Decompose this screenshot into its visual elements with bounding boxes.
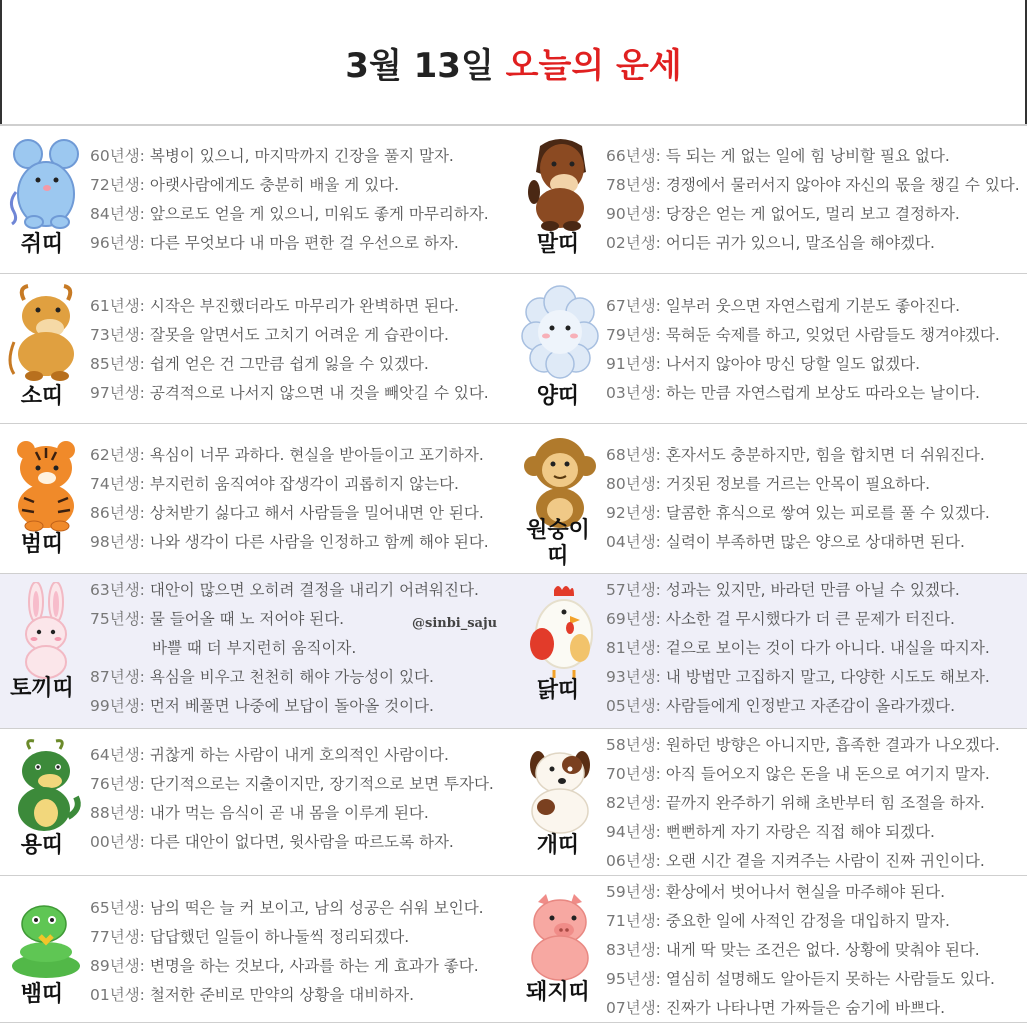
fortune-text: 원하던 방향은 아니지만, 흡족한 결과가 나오겠다. — [665, 736, 1000, 754]
birth-year: 68년생: — [606, 446, 661, 464]
fortune-row — [0, 274, 1027, 424]
rat-icon — [6, 132, 86, 232]
fortune-line — [606, 292, 1027, 321]
fortune-line — [606, 634, 1027, 663]
birth-year: 05년생: — [606, 697, 661, 715]
fortune-line — [606, 760, 1027, 789]
fortune-line — [606, 142, 1027, 171]
birth-year: 75년생: — [90, 610, 145, 628]
fortune-line — [90, 828, 516, 857]
zodiac-card-rat — [0, 124, 516, 273]
zodiac-name: 토끼띠 — [10, 676, 74, 701]
pig-icon — [520, 884, 600, 984]
birth-year: 67년생: — [606, 297, 661, 315]
monkey-icon — [520, 432, 600, 532]
fortune-lines — [606, 142, 1027, 258]
fortune-line — [90, 894, 516, 923]
birth-year: 98년생: — [90, 533, 145, 551]
fortune-text: 나서지 않아야 망신 당할 일도 없겠다. — [665, 355, 921, 373]
zodiac-card-rabbit — [0, 574, 516, 728]
ox-icon — [6, 282, 86, 382]
dog-icon — [520, 737, 600, 837]
fortune-text: 단기적으로는 지출이지만, 장기적으로 보면 투자다. — [149, 775, 494, 793]
fortune-line — [90, 350, 516, 379]
fortune-text: 실력이 부족하면 많은 양으로 상대하면 된다. — [665, 533, 965, 551]
fortune-text: 성과는 있지만, 바라던 만큼 아닐 수 있겠다. — [665, 581, 960, 599]
zodiac-name: 개띠 — [536, 833, 580, 858]
zodiac-card-monkey — [516, 424, 1027, 573]
fortune-text: 부지런히 움직여야 잡생각이 괴롭히지 않는다. — [149, 475, 459, 493]
birth-year: 64년생: — [90, 746, 145, 764]
fortune-line — [606, 499, 1027, 528]
birth-year: 58년생: — [606, 736, 661, 754]
fortune-text: 경쟁에서 물러서지 않아야 자신의 몫을 챙길 수 있다. — [665, 176, 1020, 194]
fortune-line — [90, 470, 516, 499]
fortune-text: 상처받기 싫다고 해서 사람들을 밀어내면 안 된다. — [149, 504, 484, 522]
birth-year: 06년생: — [606, 852, 661, 870]
fortune-text: 겉으로 보이는 것이 다가 아니다. 내실을 따지자. — [665, 639, 990, 657]
fortune-text: 다른 무엇보다 내 마음 편한 걸 우선으로 하자. — [149, 234, 459, 252]
fortune-text: 환상에서 벗어나서 현실을 마주해야 된다. — [665, 883, 946, 901]
fortune-text: 거짓된 정보를 거르는 안목이 필요하다. — [665, 475, 931, 493]
birth-year: 89년생: — [90, 957, 145, 975]
fortune-text: 잘못을 알면서도 고치기 어려운 게 습관이다. — [149, 326, 449, 344]
birth-year: 80년생: — [606, 475, 661, 493]
fortune-text: 먼저 베풀면 나중에 보답이 돌아올 것이다. — [149, 697, 434, 715]
birth-year: 01년생: — [90, 986, 145, 1004]
fortune-row — [0, 424, 1027, 574]
birth-year: 78년생: — [606, 176, 661, 194]
fortune-line — [90, 142, 516, 171]
fortune-line — [606, 907, 1027, 936]
fortune-lines — [90, 576, 516, 721]
birth-year: 62년생: — [90, 446, 145, 464]
fortune-line — [606, 692, 1027, 721]
rabbit-icon — [6, 582, 86, 682]
fortune-line — [90, 799, 516, 828]
zodiac-name: 범띠 — [20, 532, 64, 557]
fortune-lines — [90, 441, 516, 557]
fortune-line — [90, 528, 516, 557]
birth-year: 91년생: — [606, 355, 661, 373]
fortune-text: 어디든 귀가 있으니, 말조심을 해야겠다. — [665, 234, 935, 252]
fortune-text: 혼자서도 충분하지만, 힘을 합치면 더 쉬워진다. — [665, 446, 985, 464]
fortune-line — [90, 229, 516, 258]
fortune-text: 욕심이 너무 과하다. 현실을 받아들이고 포기하자. — [149, 446, 484, 464]
fortune-text: 하는 만큼 자연스럽게 보상도 따라오는 날이다. — [665, 384, 980, 402]
birth-year: 74년생: — [90, 475, 145, 493]
fortune-text: 물 들어올 때 노 저어야 된다. — [149, 610, 345, 628]
fortune-line — [606, 528, 1027, 557]
fortune-lines — [606, 292, 1027, 408]
fortune-line — [606, 576, 1027, 605]
fortune-line — [606, 200, 1027, 229]
fortune-lines — [90, 894, 516, 1010]
fortune-text: 변명을 하는 것보다, 사과를 하는 게 효과가 좋다. — [149, 957, 479, 975]
snake-icon — [6, 884, 86, 984]
fortune-text: 중요한 일에 사적인 감정을 대입하지 말자. — [665, 912, 950, 930]
header — [0, 0, 1027, 126]
birth-year: 93년생: — [606, 668, 661, 686]
fortune-line — [90, 770, 516, 799]
birth-year: 87년생: — [90, 668, 145, 686]
zodiac-card-ox — [0, 274, 516, 423]
birth-year: 84년생: — [90, 205, 145, 223]
birth-year: 72년생: — [90, 176, 145, 194]
zodiac-name: 원숭이 띠 — [526, 518, 590, 569]
birth-year: 92년생: — [606, 504, 661, 522]
fortune-text: 오랜 시간 곁을 지켜주는 사람이 진짜 귀인이다. — [665, 852, 985, 870]
zodiac-name: 닭띠 — [536, 678, 580, 703]
fortune-text: 철저한 준비로 만약의 상황을 대비하자. — [149, 986, 415, 1004]
zodiac-name: 쥐띠 — [20, 232, 64, 257]
sheep-icon — [520, 282, 600, 382]
zodiac-card-dragon — [0, 729, 516, 875]
fortune-line — [606, 350, 1027, 379]
birth-year: 90년생: — [606, 205, 661, 223]
fortune-text: 욕심을 비우고 천천히 해야 가능성이 있다. — [149, 668, 434, 686]
fortune-lines — [606, 731, 1027, 876]
birth-year: 59년생: — [606, 883, 661, 901]
zodiac-card-horse — [516, 124, 1027, 273]
zodiac-card-snake — [0, 876, 516, 1022]
fortune-line — [606, 731, 1027, 760]
fortune-line — [90, 923, 516, 952]
fortune-text: 아랫사람에게도 충분히 배울 게 있다. — [149, 176, 400, 194]
fortune-line — [90, 741, 516, 770]
birth-year: 69년생: — [606, 610, 661, 628]
birth-year: 94년생: — [606, 823, 661, 841]
fortune-line — [90, 634, 516, 663]
fortune-lines — [606, 878, 1027, 1023]
fortune-text: 앞으로도 얻을 게 있으니, 미워도 좋게 마무리하자. — [149, 205, 489, 223]
birth-year: 03년생: — [606, 384, 661, 402]
fortune-lines — [90, 292, 516, 408]
horse-icon — [520, 132, 600, 232]
zodiac-name: 뱀띠 — [20, 982, 64, 1007]
fortune-line — [606, 605, 1027, 634]
birth-year: 79년생: — [606, 326, 661, 344]
zodiac-card-sheep — [516, 274, 1027, 423]
title-date: 3월 13일 — [345, 45, 494, 86]
birth-year: 57년생: — [606, 581, 661, 599]
fortune-text: 내 방법만 고집하지 말고, 다양한 시도도 해보자. — [665, 668, 990, 686]
title-accent: 오늘의 운세 — [505, 45, 682, 86]
birth-year: 85년생: — [90, 355, 145, 373]
fortune-text: 내가 먹는 음식이 곧 내 몸을 이루게 된다. — [149, 804, 429, 822]
zodiac-name: 용띠 — [20, 833, 64, 858]
fortune-row — [0, 124, 1027, 274]
fortune-line — [606, 663, 1027, 692]
fortune-lines — [90, 741, 516, 857]
birth-year: 04년생: — [606, 533, 661, 551]
fortune-text: 답답했던 일들이 하나둘씩 정리되겠다. — [149, 928, 410, 946]
fortune-row — [0, 574, 1027, 729]
fortune-line — [606, 818, 1027, 847]
fortune-text: 공격적으로 나서지 않으면 내 것을 빼앗길 수 있다. — [149, 384, 489, 402]
fortune-line — [90, 441, 516, 470]
fortune-line — [606, 847, 1027, 876]
fortune-line — [606, 379, 1027, 408]
fortune-line — [606, 229, 1027, 258]
birth-year: 66년생: — [606, 147, 661, 165]
birth-year: 71년생: — [606, 912, 661, 930]
birth-year: 61년생: — [90, 297, 145, 315]
fortune-text: 귀찮게 하는 사람이 내게 호의적인 사람이다. — [149, 746, 449, 764]
birth-year: 65년생: — [90, 899, 145, 917]
dragon-icon — [6, 737, 86, 837]
birth-year: 95년생: — [606, 970, 661, 988]
tiger-icon — [6, 432, 86, 532]
zodiac-card-rooster — [516, 574, 1027, 728]
zodiac-name: 소띠 — [20, 384, 64, 409]
fortune-text: 대안이 많으면 오히려 결정을 내리기 어려워진다. — [149, 581, 479, 599]
fortune-line — [90, 981, 516, 1010]
fortune-text: 남의 떡은 늘 커 보이고, 남의 성공은 쉬워 보인다. — [149, 899, 484, 917]
fortune-text: 쉽게 얻은 건 그만큼 쉽게 잃을 수 있겠다. — [149, 355, 429, 373]
birth-year: 88년생: — [90, 804, 145, 822]
fortune-line — [606, 878, 1027, 907]
watermark: @sinbi_saju — [412, 616, 498, 631]
fortune-lines — [606, 576, 1027, 721]
fortune-line — [90, 200, 516, 229]
fortune-line — [606, 789, 1027, 818]
birth-year: 02년생: — [606, 234, 661, 252]
fortune-text: 열심히 설명해도 알아듣지 못하는 사람들도 있다. — [665, 970, 995, 988]
fortune-line — [606, 965, 1027, 994]
zodiac-name: 돼지띠 — [526, 980, 590, 1005]
fortune-lines — [90, 142, 516, 258]
birth-year: 86년생: — [90, 504, 145, 522]
birth-year: 63년생: — [90, 581, 145, 599]
fortune-text: 뻔뻔하게 자기 자랑은 직접 해야 되겠다. — [665, 823, 935, 841]
birth-year: 81년생: — [606, 639, 661, 657]
fortune-text: 득 되는 게 없는 일에 힘 낭비할 필요 없다. — [665, 147, 950, 165]
fortune-lines — [606, 441, 1027, 557]
zodiac-name: 양띠 — [536, 384, 580, 409]
birth-year: 07년생: — [606, 999, 661, 1017]
fortune-line — [606, 936, 1027, 965]
fortune-row — [0, 876, 1027, 1023]
birth-year: 60년생: — [90, 147, 145, 165]
fortune-line — [90, 292, 516, 321]
fortune-text: 당장은 얻는 게 없어도, 멀리 보고 결정하자. — [665, 205, 960, 223]
fortune-row — [0, 729, 1027, 876]
zodiac-card-dog — [516, 729, 1027, 875]
page-title — [345, 38, 681, 87]
zodiac-card-pig — [516, 876, 1027, 1022]
birth-year: 82년생: — [606, 794, 661, 812]
fortune-grid — [0, 124, 1027, 1023]
fortune-line — [90, 171, 516, 200]
fortune-line — [606, 441, 1027, 470]
fortune-text: 진짜가 나타나면 가짜들은 숨기에 바쁘다. — [665, 999, 946, 1017]
fortune-line — [606, 321, 1027, 350]
fortune-line — [90, 499, 516, 528]
fortune-line — [90, 692, 516, 721]
fortune-line — [606, 171, 1027, 200]
birth-year: 73년생: — [90, 326, 145, 344]
fortune-text: 달콤한 휴식으로 쌓여 있는 피로를 풀 수 있겠다. — [665, 504, 990, 522]
fortune-text: 복병이 있으니, 마지막까지 긴장을 풀지 말자. — [149, 147, 454, 165]
fortune-text: 내게 딱 맞는 조건은 없다. 상황에 맞춰야 된다. — [665, 941, 980, 959]
fortune-text: 바쁠 때 더 부지런히 움직이자. — [152, 639, 357, 657]
fortune-text: 사람들에게 인정받고 자존감이 올라가겠다. — [665, 697, 956, 715]
fortune-text: 일부러 웃으면 자연스럽게 기분도 좋아진다. — [665, 297, 960, 315]
zodiac-name: 말띠 — [536, 232, 580, 257]
fortune-text: 아직 들어오지 않은 돈을 내 돈으로 여기지 말자. — [665, 765, 990, 783]
fortune-line — [90, 379, 516, 408]
birth-year: 96년생: — [90, 234, 145, 252]
zodiac-card-tiger — [0, 424, 516, 573]
fortune-line — [606, 994, 1027, 1023]
fortune-line — [90, 663, 516, 692]
fortune-line — [90, 321, 516, 350]
birth-year: 97년생: — [90, 384, 145, 402]
fortune-text: 끝까지 완주하기 위해 초반부터 힘 조절을 하자. — [665, 794, 985, 812]
fortune-line — [90, 576, 516, 605]
fortune-line — [606, 470, 1027, 499]
rooster-icon — [520, 582, 600, 682]
fortune-text: 다른 대안이 없다면, 윗사람을 따르도록 하자. — [149, 833, 454, 851]
birth-year: 00년생: — [90, 833, 145, 851]
fortune-line — [90, 952, 516, 981]
birth-year: 70년생: — [606, 765, 661, 783]
fortune-text: 사소한 걸 무시했다가 더 큰 문제가 터진다. — [665, 610, 955, 628]
birth-year: 99년생: — [90, 697, 145, 715]
fortune-text: 시작은 부진했더라도 마무리가 완벽하면 된다. — [149, 297, 459, 315]
fortune-text: 묵혀둔 숙제를 하고, 잊었던 사람들도 챙겨야겠다. — [665, 326, 1000, 344]
birth-year: 77년생: — [90, 928, 145, 946]
birth-year: 83년생: — [606, 941, 661, 959]
birth-year: 76년생: — [90, 775, 145, 793]
fortune-text: 나와 생각이 다른 사람을 인정하고 함께 해야 된다. — [149, 533, 489, 551]
